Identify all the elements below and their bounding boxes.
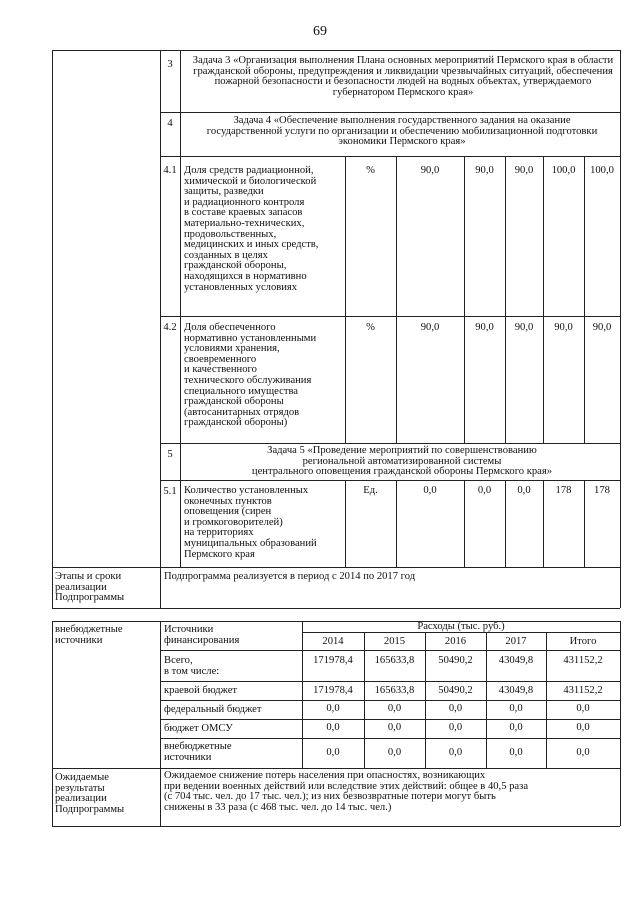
indicator-unit: % — [366, 165, 375, 176]
expense-value: 0,0 — [509, 703, 523, 714]
rule — [345, 156, 346, 316]
source-label: краевой бюджет — [164, 685, 238, 696]
rule — [584, 316, 585, 443]
expense-value: 50490,2 — [438, 685, 473, 696]
year-header: 2016 — [444, 636, 467, 647]
indicator-unit: Ед. — [363, 485, 378, 496]
rule — [620, 50, 621, 608]
rule — [620, 621, 621, 826]
task-text: Задача 5 «Проведение мероприятий по совершенствованию региональной автоматизированной системы центрального оповещения гражданской обороны Пермского края» — [251, 445, 553, 478]
expense-value: 431152,2 — [563, 685, 603, 696]
year-header: 2017 — [505, 636, 527, 647]
indicator-value: 0,0 — [477, 485, 492, 496]
expected-label: Ожидаемые результаты реализации Подпрограммы — [55, 772, 125, 815]
rule — [160, 156, 620, 157]
indicator-value: 0,0 — [517, 485, 531, 496]
indicator-value: 90,0 — [475, 165, 494, 176]
indicator-value: 100,0 — [590, 165, 614, 176]
indicator-value: 90,0 — [475, 322, 494, 333]
expense-value: 43049,8 — [498, 685, 534, 696]
indicator-number: 4.1 — [163, 165, 177, 176]
rule — [345, 316, 346, 443]
stages-text: Подпрограмма реализуется в период с 2014 по 2017 год — [164, 571, 416, 582]
indicator-value: 100,0 — [551, 165, 576, 176]
indicator-name: Доля средств радиационной, химической и биологической защиты, разведки и радиационного контроля в составе краевых запасов материально-технических, продовольственных, медицинских и иных средств, созданных в целях гражданской обороны, находящихся в нормативно установленных условиях — [184, 165, 319, 293]
rule — [396, 156, 397, 316]
source-label: внебюджетные источники — [164, 741, 232, 763]
rule — [464, 156, 465, 316]
indicator-value: 0,0 — [423, 485, 437, 496]
expense-value: 50490,2 — [438, 655, 473, 666]
year-header: 2015 — [383, 636, 406, 647]
expense-value: 171978,4 — [313, 685, 353, 696]
expense-value: 0,0 — [387, 747, 402, 758]
indicator-number: 5.1 — [163, 486, 177, 497]
expense-value: 0,0 — [387, 703, 402, 714]
rule — [160, 650, 620, 651]
expense-value: 43049,8 — [498, 655, 534, 666]
rule — [160, 681, 620, 682]
rule — [505, 156, 506, 316]
indicator-value: 90,0 — [420, 165, 440, 176]
task-text: Задача 4 «Обеспечение выполнения государственного задания на оказание государственной услуги по организации и обеспечению мобилизационной подготовки экономики Пермского края» — [206, 115, 598, 148]
rule — [52, 50, 620, 51]
rule — [543, 316, 544, 443]
expense-value: 0,0 — [448, 703, 463, 714]
task-number: 3 — [167, 59, 173, 70]
indicator-value: 90,0 — [514, 165, 534, 176]
indicator-value: 178 — [594, 485, 610, 496]
rule — [505, 316, 506, 443]
rule — [543, 156, 544, 316]
expense-value: 0,0 — [509, 722, 523, 733]
expense-value: 0,0 — [576, 703, 590, 714]
rule — [464, 316, 465, 443]
indicator-value: 90,0 — [514, 322, 534, 333]
source-label: федеральный бюджет — [164, 704, 262, 715]
rule — [52, 826, 620, 827]
indicator-value: 178 — [555, 485, 572, 496]
rule — [180, 50, 181, 567]
rule — [160, 738, 620, 739]
rule — [160, 700, 620, 701]
indicator-value: 90,0 — [420, 322, 440, 333]
rule — [160, 621, 161, 826]
expense-value: 0,0 — [448, 722, 463, 733]
page-number: 69 — [313, 24, 327, 39]
rule — [160, 112, 620, 113]
expenses-header: Расходы (тыс. руб.) — [417, 621, 505, 632]
rule — [584, 156, 585, 316]
rule — [52, 621, 53, 826]
source-label: бюджет ОМСУ — [164, 723, 233, 734]
rule — [160, 443, 620, 444]
task-text: Задача 3 «Организация выполнения Плана основных мероприятий Пермского края в области гражданской обороны, предупреждения и ликвидации чрезвычайных ситуаций, обеспечения пожарной безопасности и безопасности людей на водных объектах, утверждаемого губернатором Пермского края» — [192, 55, 614, 98]
year-header: 2014 — [322, 636, 344, 647]
expense-value: 0,0 — [576, 747, 590, 758]
task-number: 5 — [167, 449, 173, 460]
indicator-unit: % — [366, 322, 375, 333]
rule — [52, 768, 620, 769]
expense-value: 171978,4 — [313, 655, 353, 666]
indicator-value: 90,0 — [592, 322, 612, 333]
indicator-value: 90,0 — [554, 322, 573, 333]
left-label: внебюджетные источники — [55, 624, 123, 646]
expense-value: 165633,8 — [374, 655, 415, 666]
rule — [160, 316, 620, 317]
expense-value: 431152,2 — [563, 655, 603, 666]
expense-value: 0,0 — [326, 747, 340, 758]
rule — [160, 480, 620, 481]
source-label: Всего, в том числе: — [164, 655, 220, 677]
indicator-name: Количество установленных оконечных пунктов оповещения (сирен и громкоговорителей) на территориях муниципальных образований Пермского края — [184, 485, 317, 560]
expense-value: 0,0 — [387, 722, 402, 733]
sources-header: Источники финансирования — [164, 624, 240, 646]
expense-value: 0,0 — [576, 722, 590, 733]
task-number: 4 — [167, 118, 173, 129]
expected-text: Ожидаемое снижение потерь населения при опасностях, возникающих при ведении военных действий или вследствие этих действий: общее в 40,5 раза (с 704 тыс. чел. до 17 тыс. чел.); из них безвозвратные потери могут быть снижены в 33 раза (с 468 тыс. чел. до 14 тыс. чел.) — [164, 770, 529, 813]
indicator-number: 4.2 — [163, 322, 177, 333]
rule — [52, 50, 53, 608]
expense-value: 165633,8 — [374, 685, 415, 696]
stages-label: Этапы и сроки реализации Подпрограммы — [55, 571, 125, 604]
expense-value: 0,0 — [326, 703, 340, 714]
year-header: Итого — [569, 636, 597, 647]
rule — [52, 608, 620, 609]
expense-value: 0,0 — [326, 722, 340, 733]
rule — [160, 719, 620, 720]
indicator-name: Доля обеспеченного нормативно установленными условиями хранения, своевременного и качественного технического обслуживания специального имущества гражданской обороны (автосанитарных отрядов гражданской обороны) — [184, 322, 317, 429]
expense-value: 0,0 — [509, 747, 523, 758]
rule — [52, 567, 620, 568]
expense-value: 0,0 — [448, 747, 463, 758]
rule — [396, 316, 397, 443]
